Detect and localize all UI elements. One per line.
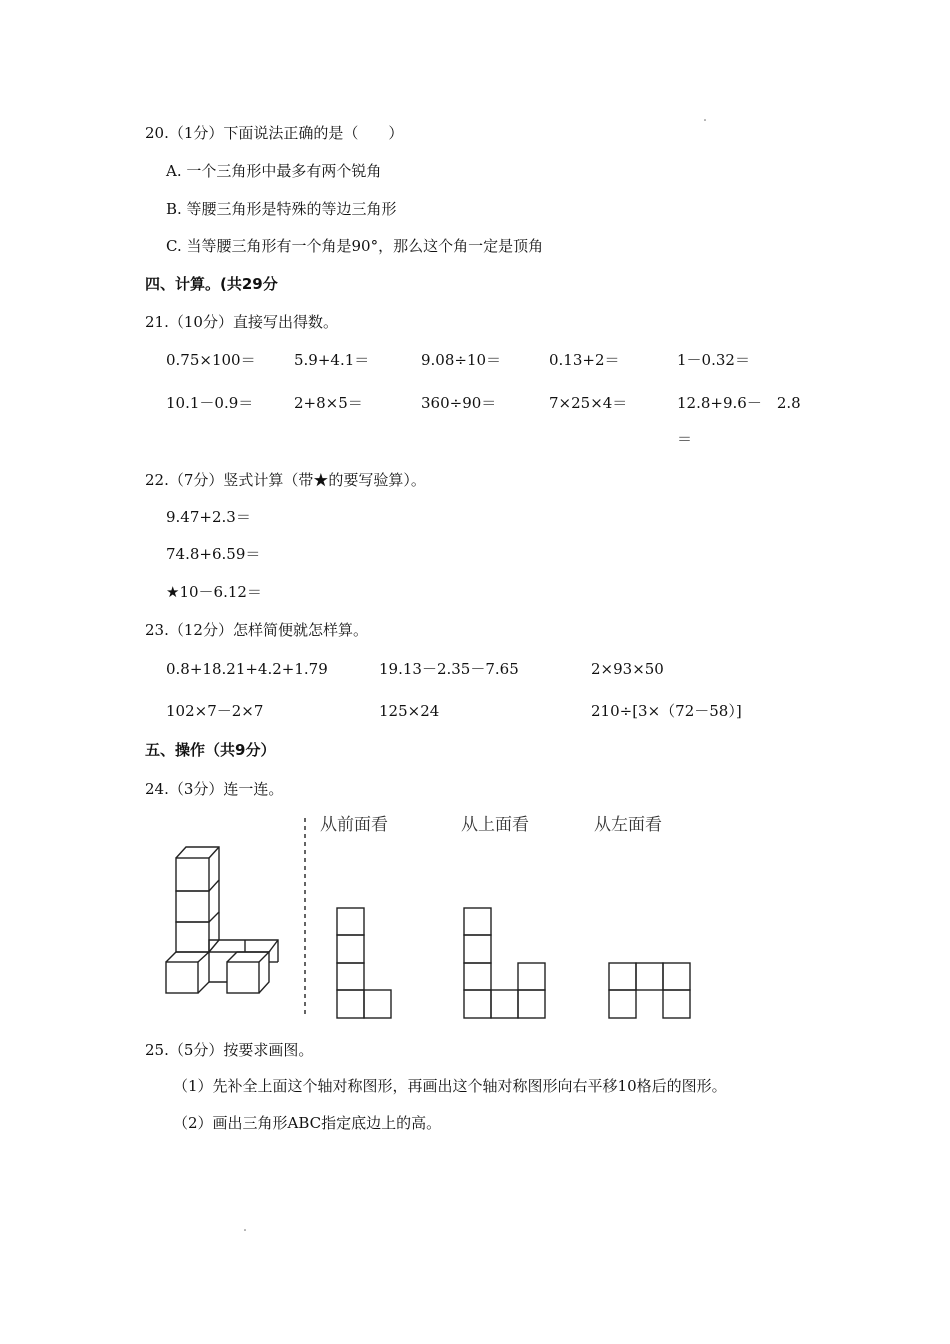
q22-item: 74.8+6.59＝: [166, 545, 261, 563]
cube-stack-figure: [166, 847, 278, 993]
q21-item: 9.08÷10＝: [421, 351, 502, 369]
q21-item: 2+8×5＝: [294, 394, 363, 412]
q21-item: 360÷90＝: [421, 394, 497, 412]
view-label-left: 从左面看: [594, 815, 662, 835]
q23-item: 102×7－2×7: [166, 702, 264, 720]
view-label-top: 从上面看: [461, 815, 529, 835]
q21-item: 7×25×4＝: [549, 394, 628, 412]
left-view-shape: [609, 963, 690, 1018]
section-4-title: 四、计算。(共29分: [145, 275, 278, 293]
q23-item: 210÷[3×（72－58）]: [591, 702, 742, 720]
q23-item: 125×24: [379, 702, 440, 720]
q20-option-a: A. 一个三角形中最多有两个锐角: [166, 162, 382, 180]
q21-stem: 21.（10分）直接写出得数。: [145, 313, 338, 331]
q21-item: 0.75×100＝: [166, 351, 256, 369]
q21-item: 5.9+4.1＝: [294, 351, 370, 369]
q24-stem: 24.（3分）连一连。: [145, 780, 284, 798]
q25-stem: 25.（5分）按要求画图。: [145, 1041, 314, 1059]
q22-stem: 22.（7分）竖式计算（带★的要写验算）。: [145, 471, 426, 489]
q20-stem: 20.（1分）下面说法正确的是（ ）: [145, 124, 404, 142]
q25-item: （1）先补全上面这个轴对称图形，再画出这个轴对称图形向右平移10格后的图形。: [173, 1077, 727, 1095]
view-label-front: 从前面看: [320, 815, 388, 835]
q23-item: 0.8+18.21+4.2+1.79: [166, 660, 328, 678]
q22-item: 9.47+2.3＝: [166, 508, 251, 526]
top-view-shape: [464, 908, 545, 1018]
q20-option-c: C. 当等腰三角形有一个角是90°，那么这个角一定是顶角: [166, 237, 544, 255]
q21-item: 12.8+9.6－ 2.8: [677, 394, 801, 412]
scan-dot: [704, 119, 706, 121]
q22-item: ★10－6.12＝: [166, 583, 262, 601]
q23-item: 2×93×50: [591, 660, 664, 678]
q20-option-b: B. 等腰三角形是特殊的等边三角形: [166, 200, 397, 218]
front-view-shape: [337, 908, 391, 1018]
q23-stem: 23.（12分）怎样简便就怎样算。: [145, 621, 368, 639]
q21-item-tail: ＝: [677, 430, 693, 448]
q21-item: 1－0.32＝: [677, 351, 750, 369]
scan-dot: [244, 1229, 246, 1231]
q21-item: 0.13+2＝: [549, 351, 620, 369]
section-5-title: 五、操作（共9分）: [145, 741, 276, 759]
q25-item: （2）画出三角形ABC指定底边上的高。: [173, 1114, 442, 1132]
q23-item: 19.13－2.35－7.65: [379, 660, 519, 678]
q21-item: 10.1－0.9＝: [166, 394, 254, 412]
